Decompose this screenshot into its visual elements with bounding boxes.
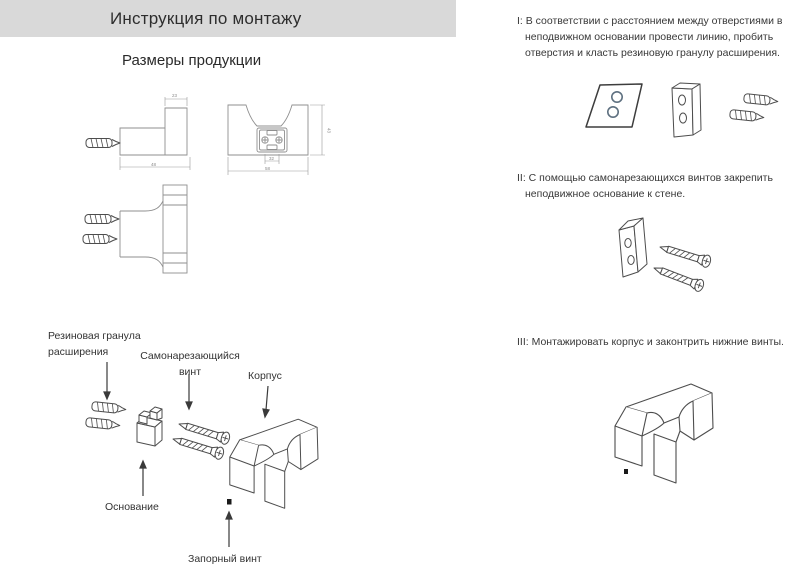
wall-plate-with-holes: [586, 84, 642, 127]
dim-front-width: 58: [265, 166, 271, 171]
step-1-illustration: [583, 80, 783, 144]
dimensions-heading: Размеры продукции: [122, 52, 262, 69]
step-1-plug-1: [744, 94, 779, 107]
step-2-text: II: С помощью самонарезающихся винтов закрепить неподвижное основание к стене.: [517, 172, 773, 200]
step-2-screw-2: [652, 262, 705, 292]
front-view-drawing: [228, 105, 332, 175]
exploded-plug-1: [92, 402, 127, 415]
step-3-hook-body: [615, 384, 713, 483]
dim-side-width: 48: [151, 162, 157, 167]
label-self-tapping-screw: Самонарезающийся винт: [140, 350, 240, 378]
step-1-text: I: В соответствии с расстоянием между отверстиями в неподвижном основании провести линию, пробить отверстия и класть резиновую гранулу расширения.: [517, 15, 783, 59]
exploded-base-block: [137, 407, 162, 446]
product-dimension-drawings: [60, 88, 360, 300]
exploded-hook-body: [230, 419, 318, 508]
step-3-illustration: [605, 362, 780, 488]
label-locking-screw: Запорный винт: [188, 553, 262, 565]
side-view-plug: [86, 139, 120, 148]
step-3-locking-screw-mark: [624, 469, 628, 474]
exploded-plug-2: [86, 418, 121, 431]
dim-side-top: 23: [172, 93, 178, 98]
top-view-plug-2: [83, 235, 117, 244]
dim-hole-spacing: 32: [269, 156, 275, 161]
exploded-parts-diagram: [30, 355, 330, 569]
label-base: Основание: [105, 501, 159, 513]
step-3-text: III: Монтажировать корпус и законтрить нижние винты.: [517, 336, 784, 348]
base-slab: [672, 83, 701, 137]
side-view-drawing: [86, 93, 190, 170]
step-1-plug-2: [730, 110, 765, 123]
label-expansion-plug: Резиновая гранула расширения: [48, 330, 141, 358]
label-body: Корпус: [248, 370, 282, 382]
base-slab-3d: [619, 218, 647, 277]
page-title: Инструкция по монтажу: [110, 8, 302, 28]
step-2-screw-1: [658, 241, 712, 268]
exploded-locking-screw-mark: [227, 499, 232, 505]
top-view-drawing: [83, 185, 187, 273]
dim-front-height: 43: [326, 128, 332, 134]
step-2-illustration: [600, 213, 760, 305]
top-view-plug-1: [85, 215, 119, 224]
